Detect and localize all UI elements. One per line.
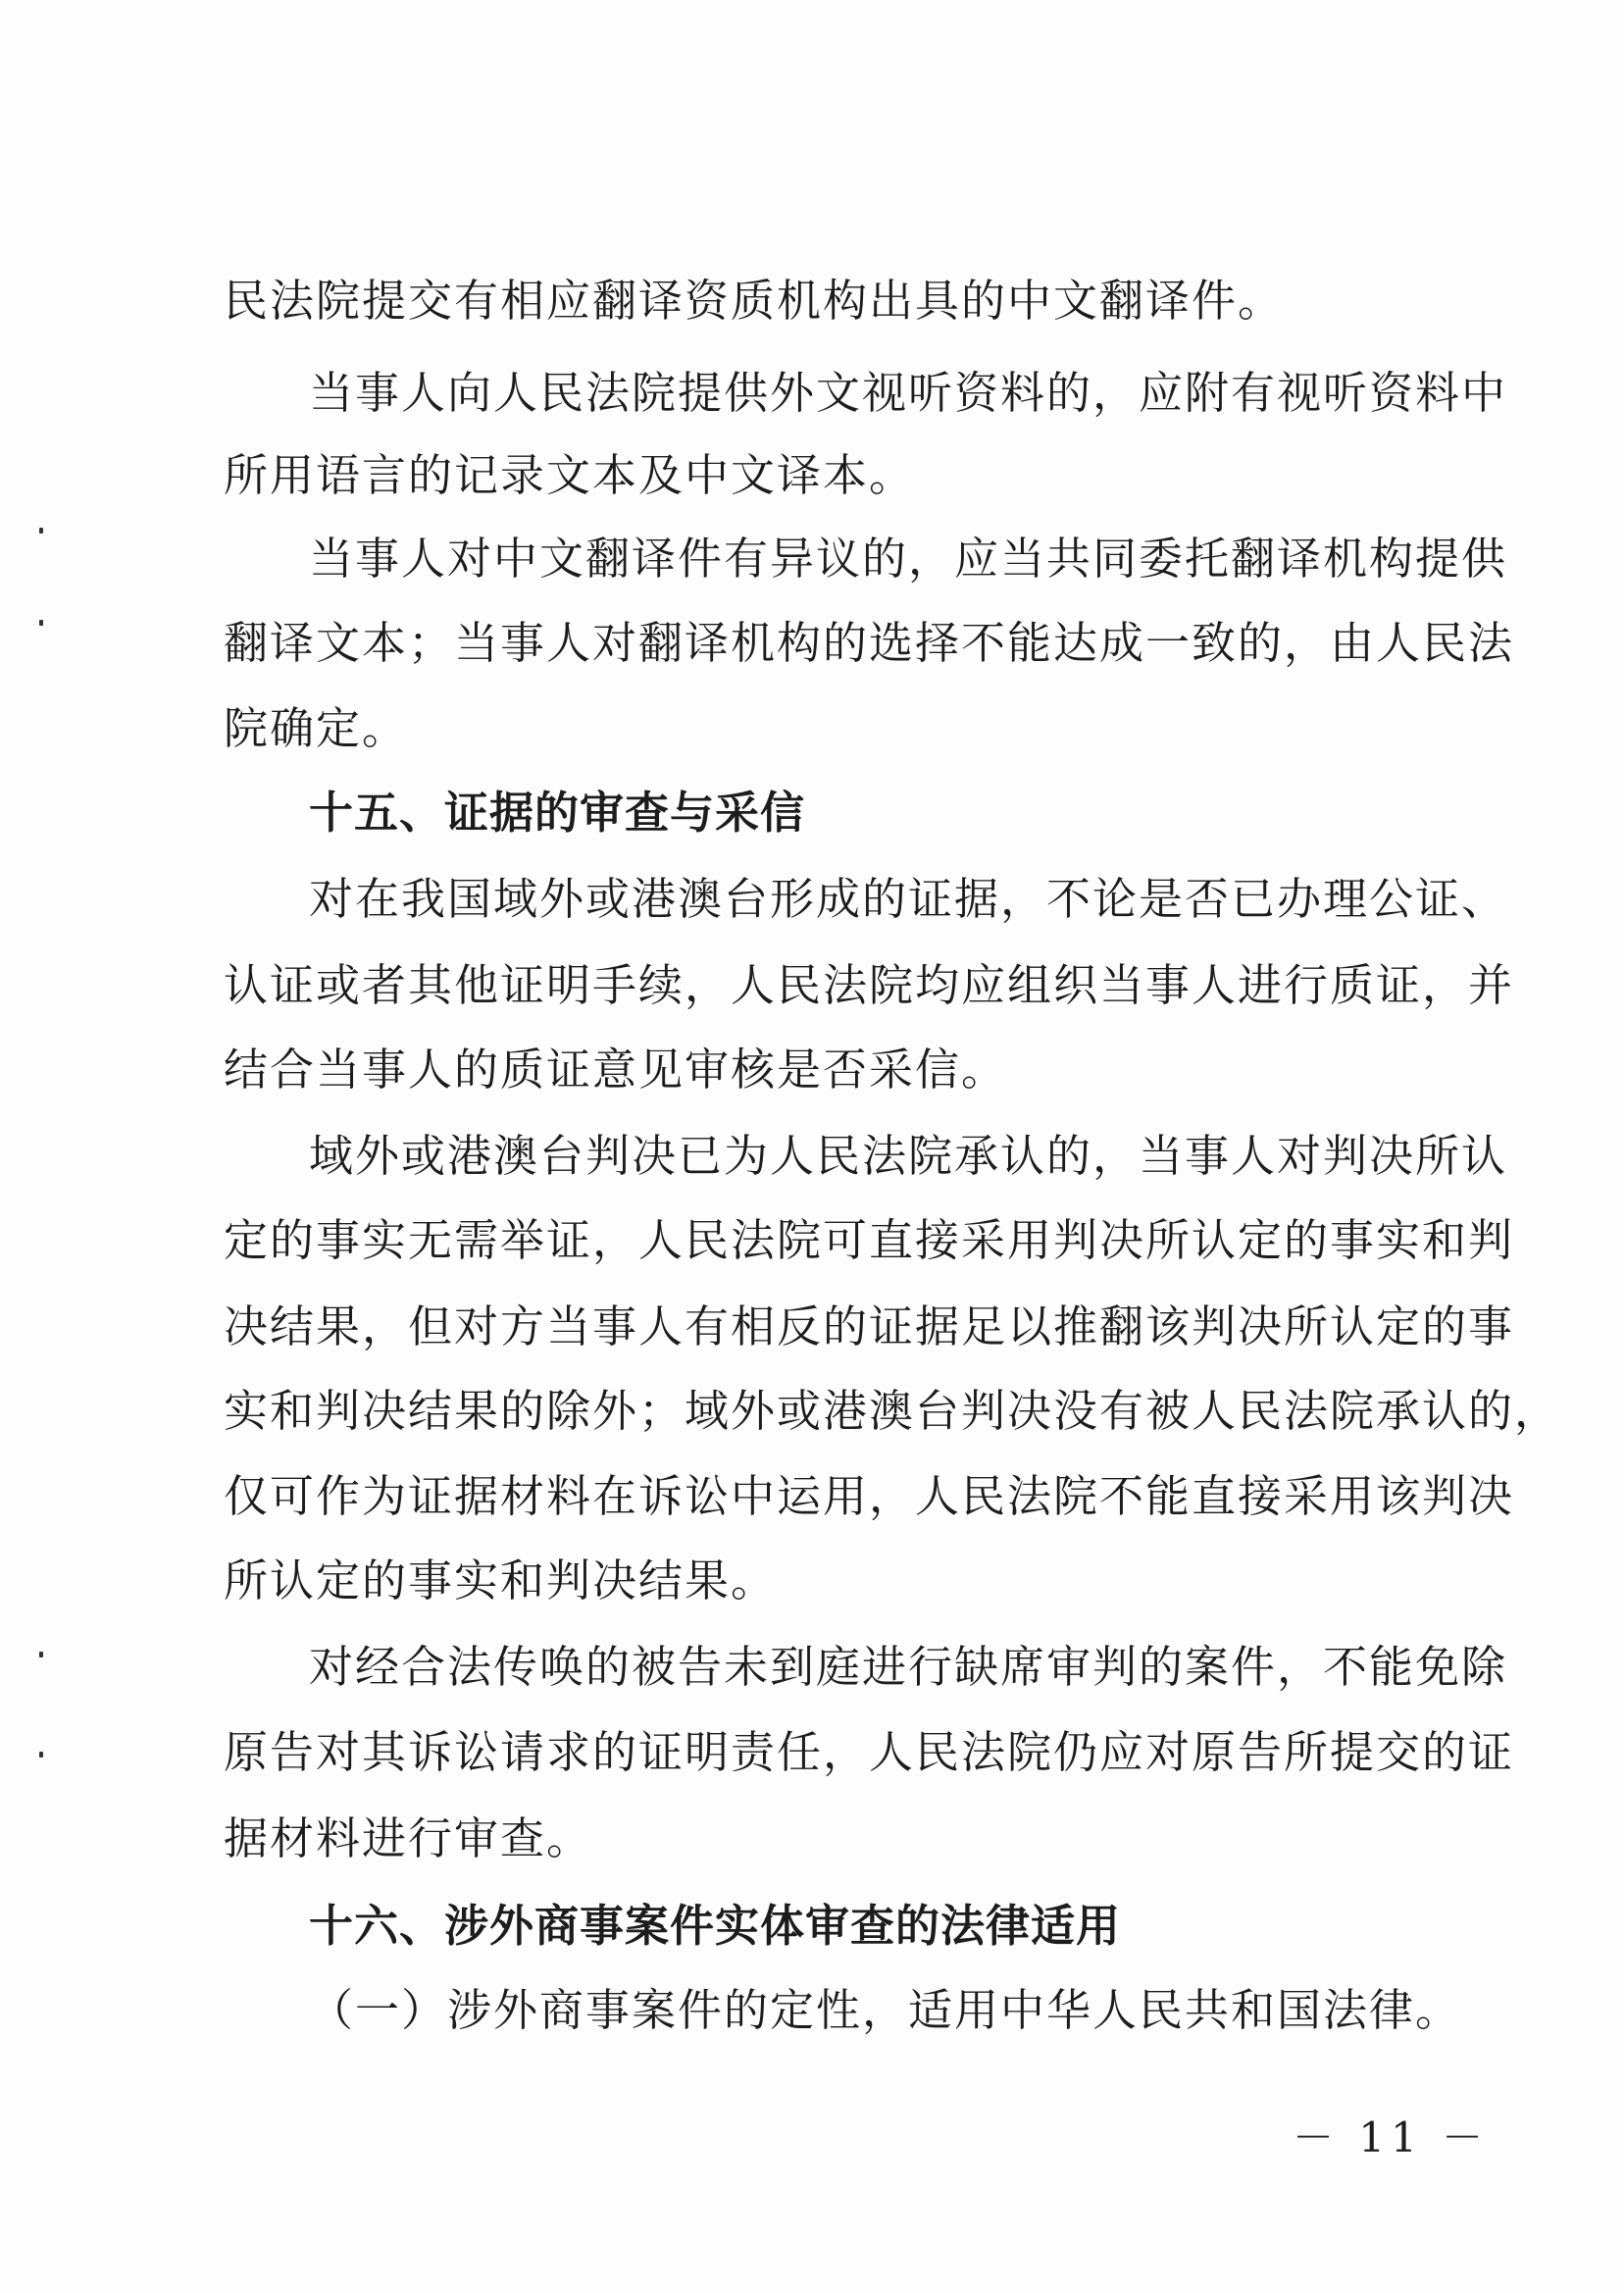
paragraph-line: 对经合法传唤的被告未到庭进行缺席审判的案件，不能免除: [309, 1641, 1508, 1693]
paragraph-line: 院确定。: [224, 702, 409, 754]
margin-mark: [39, 620, 43, 626]
paragraph-line: 仅可作为证据材料在诉讼中运用，人民法院不能直接采用该判决: [224, 1470, 1515, 1522]
paragraph-line: 当事人对中文翻译件有异议的，应当共同委托翻译机构提供: [309, 533, 1508, 585]
section-heading: 十五、证据的审查与采信: [309, 787, 806, 839]
paragraph-line: 认证或者其他证明手续，人民法院均应组织当事人进行质证，并: [224, 959, 1515, 1011]
paragraph-line: 原告对其诉讼请求的证明责任，人民法院仍应对原告所提交的证: [224, 1726, 1515, 1778]
paragraph-line: 翻译文本；当事人对翻译机构的选择不能达成一致的，由人民法: [224, 617, 1515, 669]
paragraph-line: 当事人向人民法院提供外文视听资料的，应附有视听资料中: [309, 367, 1508, 419]
paragraph-line: 所认定的事实和判决结果。: [224, 1554, 778, 1606]
margin-mark: [39, 1752, 43, 1758]
margin-mark: [39, 1652, 43, 1657]
page-number: － 11 －: [1293, 2114, 1490, 2162]
margin-mark: [39, 528, 43, 534]
paragraph-line: （一）涉外商事案件的定性，适用中华人民共和国法律。: [309, 1984, 1462, 2036]
paragraph-line: 据材料进行审查。: [224, 1812, 593, 1864]
paragraph-line: 结合当事人的质证意见审核是否采信。: [224, 1044, 1008, 1096]
paragraph-line: 域外或港澳台判决已为人民法院承认的，当事人对判决所认: [309, 1130, 1508, 1182]
section-heading: 十六、涉外商事案件实体审查的法律适用: [309, 1900, 1122, 1952]
paragraph-line: 实和判决结果的除外；域外或港澳台判决没有被人民法院承认的，: [224, 1385, 1561, 1437]
paragraph-line: 对在我国域外或港澳台形成的证据，不论是否已办理公证、: [309, 873, 1508, 925]
paragraph-line: 所用语言的记录文本及中文译本。: [224, 449, 916, 501]
paragraph-line: 民法院提交有相应翻译资质机构出具的中文翻译件。: [224, 275, 1285, 327]
paragraph-line: 定的事实无需举证，人民法院可直接采用判决所认定的事实和判: [224, 1214, 1515, 1266]
paragraph-line: 决结果，但对方当事人有相反的证据足以推翻该判决所认定的事: [224, 1300, 1515, 1352]
